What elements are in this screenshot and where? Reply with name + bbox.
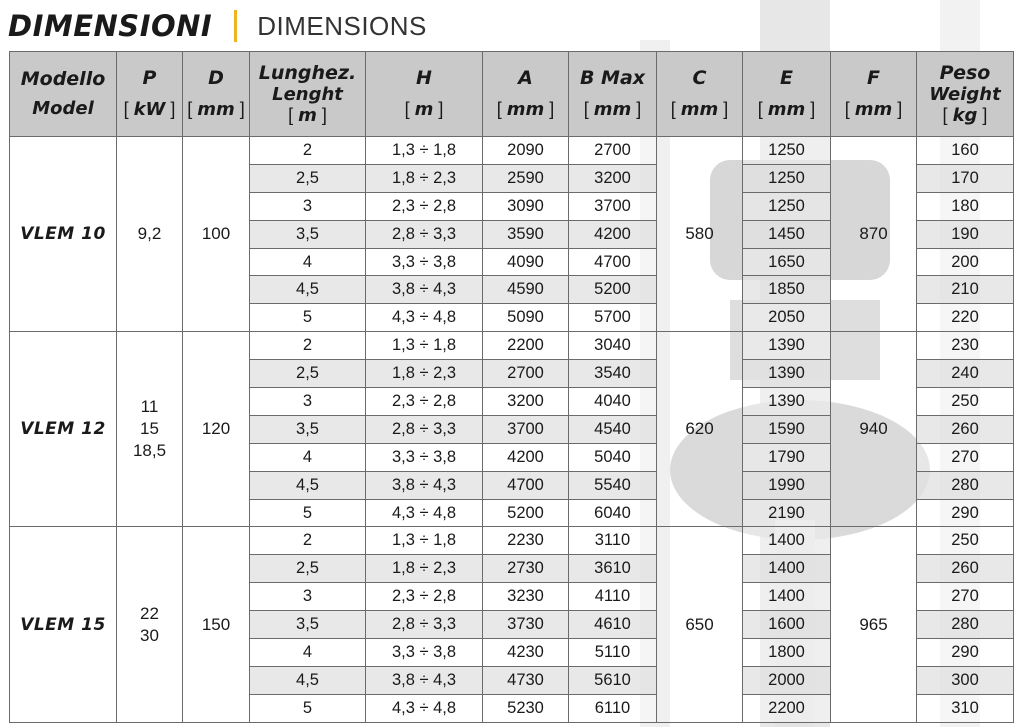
header-model <box>10 52 117 137</box>
length-cell: 2,5 <box>250 360 366 388</box>
e-cell: 1450 <box>743 220 831 248</box>
model-cell: VLEM 15 <box>10 527 117 722</box>
h-cell: 1,3 ÷ 1,8 <box>366 527 483 555</box>
a-cell: 4090 <box>483 248 569 276</box>
weight-cell: 250 <box>917 388 1014 416</box>
length-cell: 4,5 <box>250 276 366 304</box>
bmax-cell: 4610 <box>569 611 657 639</box>
h-cell: 2,8 ÷ 3,3 <box>366 220 483 248</box>
e-cell: 1250 <box>743 137 831 165</box>
bmax-cell: 4110 <box>569 583 657 611</box>
header-e-label: E <box>780 67 793 89</box>
weight-cell: 250 <box>917 527 1014 555</box>
f-cell: 870 <box>831 137 917 332</box>
a-cell: 2090 <box>483 137 569 165</box>
dimensions-table <box>9 51 1014 723</box>
title-italian: DIMENSIONI <box>8 9 213 43</box>
h-cell: 3,8 ÷ 4,3 <box>366 471 483 499</box>
header-p-unit: kW <box>133 99 166 120</box>
power-value: 11 <box>140 397 159 417</box>
length-cell: 5 <box>250 499 366 527</box>
length-cell: 2,5 <box>250 164 366 192</box>
e-cell: 1250 <box>743 164 831 192</box>
d-cell: 120 <box>183 332 250 527</box>
a-cell: 4700 <box>483 471 569 499</box>
header-h: H [ m ] <box>366 52 483 137</box>
f-cell: 940 <box>831 332 917 527</box>
length-cell: 3,5 <box>250 220 366 248</box>
model-cell: VLEM 10 <box>10 137 117 332</box>
power-cell <box>117 137 183 332</box>
a-cell: 5230 <box>483 694 569 722</box>
c-cell: 650 <box>657 527 743 722</box>
h-cell: 4,3 ÷ 4,8 <box>366 304 483 332</box>
h-cell: 3,3 ÷ 3,8 <box>366 639 483 667</box>
header-d: D [ mm ] <box>183 52 250 137</box>
bmax-cell: 5110 <box>569 639 657 667</box>
bmax-cell: 4040 <box>569 388 657 416</box>
a-cell: 2200 <box>483 332 569 360</box>
bmax-cell: 3040 <box>569 332 657 360</box>
table-row <box>10 137 1014 165</box>
length-cell: 4 <box>250 248 366 276</box>
header-f-label: F <box>867 67 880 89</box>
bmax-cell: 5040 <box>569 443 657 471</box>
weight-cell: 310 <box>917 694 1014 722</box>
length-cell: 5 <box>250 694 366 722</box>
header-a-label: A <box>518 67 533 89</box>
power-value: 9,2 <box>137 224 162 244</box>
bmax-cell: 3110 <box>569 527 657 555</box>
header-length-it: Lunghez. <box>258 61 357 84</box>
bmax-cell: 4700 <box>569 248 657 276</box>
bmax-cell: 5200 <box>569 276 657 304</box>
e-cell: 1790 <box>743 443 831 471</box>
h-cell: 1,8 ÷ 2,3 <box>366 555 483 583</box>
title-english: DIMENSIONS <box>257 10 427 41</box>
header-c: C [ mm ] <box>657 52 743 137</box>
a-cell: 3230 <box>483 583 569 611</box>
header-c-unit: mm <box>680 99 719 120</box>
title-separator <box>234 10 237 42</box>
length-cell: 4 <box>250 639 366 667</box>
h-cell: 2,8 ÷ 3,3 <box>366 415 483 443</box>
h-cell: 4,3 ÷ 4,8 <box>366 694 483 722</box>
length-cell: 4 <box>250 443 366 471</box>
header-weight-unit: kg <box>952 104 978 126</box>
header-weight: Peso Weight [ kg ] <box>917 52 1014 137</box>
header-length-unit: m <box>298 104 317 126</box>
e-cell: 1390 <box>743 388 831 416</box>
h-cell: 2,3 ÷ 2,8 <box>366 388 483 416</box>
weight-cell: 270 <box>917 443 1014 471</box>
d-cell: 150 <box>183 527 250 722</box>
h-cell: 1,3 ÷ 1,8 <box>366 137 483 165</box>
weight-cell: 260 <box>917 415 1014 443</box>
bmax-cell: 6110 <box>569 694 657 722</box>
bmax-cell: 3610 <box>569 555 657 583</box>
e-cell: 1400 <box>743 555 831 583</box>
e-cell: 2200 <box>743 694 831 722</box>
power-cell <box>117 527 183 722</box>
f-cell: 965 <box>831 527 917 722</box>
length-cell: 2 <box>250 527 366 555</box>
weight-cell: 200 <box>917 248 1014 276</box>
power-value: 15 <box>140 419 159 439</box>
bmax-cell: 4540 <box>569 415 657 443</box>
length-cell: 2 <box>250 332 366 360</box>
h-cell: 2,8 ÷ 3,3 <box>366 611 483 639</box>
header-weight-it: Peso <box>939 61 991 84</box>
e-cell: 2190 <box>743 499 831 527</box>
length-cell: 4,5 <box>250 471 366 499</box>
header-d-unit: mm <box>197 99 235 120</box>
h-cell: 3,8 ÷ 4,3 <box>366 666 483 694</box>
length-cell: 3,5 <box>250 611 366 639</box>
page-title <box>8 4 427 48</box>
header-bmax-label: B Max <box>579 67 646 89</box>
length-cell: 3 <box>250 192 366 220</box>
length-cell: 5 <box>250 304 366 332</box>
e-cell: 2000 <box>743 666 831 694</box>
a-cell: 4200 <box>483 443 569 471</box>
header-f: F [ mm ] <box>831 52 917 137</box>
bmax-cell: 6040 <box>569 499 657 527</box>
header-a: A [ mm ] <box>483 52 569 137</box>
weight-cell: 210 <box>917 276 1014 304</box>
header-length-en: Lenght <box>272 83 343 105</box>
a-cell: 5200 <box>483 499 569 527</box>
header-length: Lunghez. Lenght [ m ] <box>250 52 366 137</box>
h-cell: 4,3 ÷ 4,8 <box>366 499 483 527</box>
power-cell <box>117 332 183 527</box>
a-cell: 4730 <box>483 666 569 694</box>
header-d-label: D <box>208 67 224 89</box>
header-e-unit: mm <box>767 99 806 120</box>
e-cell: 1600 <box>743 611 831 639</box>
power-value: 22 <box>140 603 159 623</box>
e-cell: 1650 <box>743 248 831 276</box>
bmax-cell: 3700 <box>569 192 657 220</box>
weight-cell: 180 <box>917 192 1014 220</box>
a-cell: 3730 <box>483 611 569 639</box>
e-cell: 1590 <box>743 415 831 443</box>
bmax-cell: 3200 <box>569 164 657 192</box>
table-row <box>10 332 1014 360</box>
weight-cell: 160 <box>917 137 1014 165</box>
header-e: E [ mm ] <box>743 52 831 137</box>
e-cell: 1850 <box>743 276 831 304</box>
length-cell: 3 <box>250 583 366 611</box>
e-cell: 1390 <box>743 332 831 360</box>
length-cell: 2,5 <box>250 555 366 583</box>
header-f-unit: mm <box>854 99 893 120</box>
header-c-label: C <box>692 67 707 89</box>
header-a-unit: mm <box>506 99 545 120</box>
e-cell: 1990 <box>743 471 831 499</box>
e-cell: 2050 <box>743 304 831 332</box>
e-cell: 1400 <box>743 583 831 611</box>
a-cell: 3200 <box>483 388 569 416</box>
header-p-label: P <box>142 67 157 89</box>
header-weight-en: Weight <box>929 83 1001 105</box>
h-cell: 3,3 ÷ 3,8 <box>366 248 483 276</box>
bmax-cell: 4200 <box>569 220 657 248</box>
header-model-en: Model <box>32 98 94 119</box>
weight-cell: 290 <box>917 639 1014 667</box>
bmax-cell: 5540 <box>569 471 657 499</box>
h-cell: 3,3 ÷ 3,8 <box>366 443 483 471</box>
length-cell: 3,5 <box>250 415 366 443</box>
bmax-cell: 5700 <box>569 304 657 332</box>
a-cell: 2230 <box>483 527 569 555</box>
weight-cell: 260 <box>917 555 1014 583</box>
power-value: 30 <box>140 625 159 645</box>
bmax-cell: 3540 <box>569 360 657 388</box>
h-cell: 1,8 ÷ 2,3 <box>366 360 483 388</box>
a-cell: 4590 <box>483 276 569 304</box>
a-cell: 2590 <box>483 164 569 192</box>
header-p: P [ kW ] <box>117 52 183 137</box>
table-body <box>10 137 1014 723</box>
c-cell: 620 <box>657 332 743 527</box>
a-cell: 3090 <box>483 192 569 220</box>
h-cell: 1,8 ÷ 2,3 <box>366 164 483 192</box>
weight-cell: 280 <box>917 471 1014 499</box>
weight-cell: 170 <box>917 164 1014 192</box>
weight-cell: 190 <box>917 220 1014 248</box>
d-cell: 100 <box>183 137 250 332</box>
length-cell: 2 <box>250 137 366 165</box>
length-cell: 3 <box>250 388 366 416</box>
e-cell: 1250 <box>743 192 831 220</box>
weight-cell: 240 <box>917 360 1014 388</box>
weight-cell: 280 <box>917 611 1014 639</box>
weight-cell: 270 <box>917 583 1014 611</box>
header-h-unit: m <box>414 99 434 120</box>
table-row <box>10 527 1014 555</box>
length-cell: 4,5 <box>250 666 366 694</box>
header-h-label: H <box>416 67 432 89</box>
weight-cell: 230 <box>917 332 1014 360</box>
header-bmax-unit: mm <box>593 99 632 120</box>
bmax-cell: 2700 <box>569 137 657 165</box>
h-cell: 2,3 ÷ 2,8 <box>366 583 483 611</box>
header-bmax: B Max [ mm ] <box>569 52 657 137</box>
c-cell: 580 <box>657 137 743 332</box>
h-cell: 1,3 ÷ 1,8 <box>366 332 483 360</box>
e-cell: 1400 <box>743 527 831 555</box>
header-model-it: Modello <box>20 68 106 90</box>
a-cell: 5090 <box>483 304 569 332</box>
a-cell: 3700 <box>483 415 569 443</box>
table-header-row <box>10 52 1014 137</box>
bmax-cell: 5610 <box>569 666 657 694</box>
power-value: 18,5 <box>132 441 167 461</box>
a-cell: 4230 <box>483 639 569 667</box>
weight-cell: 300 <box>917 666 1014 694</box>
a-cell: 2700 <box>483 360 569 388</box>
a-cell: 3590 <box>483 220 569 248</box>
h-cell: 2,3 ÷ 2,8 <box>366 192 483 220</box>
e-cell: 1800 <box>743 639 831 667</box>
e-cell: 1390 <box>743 360 831 388</box>
model-cell: VLEM 12 <box>10 332 117 527</box>
a-cell: 2730 <box>483 555 569 583</box>
weight-cell: 220 <box>917 304 1014 332</box>
weight-cell: 290 <box>917 499 1014 527</box>
h-cell: 3,8 ÷ 4,3 <box>366 276 483 304</box>
